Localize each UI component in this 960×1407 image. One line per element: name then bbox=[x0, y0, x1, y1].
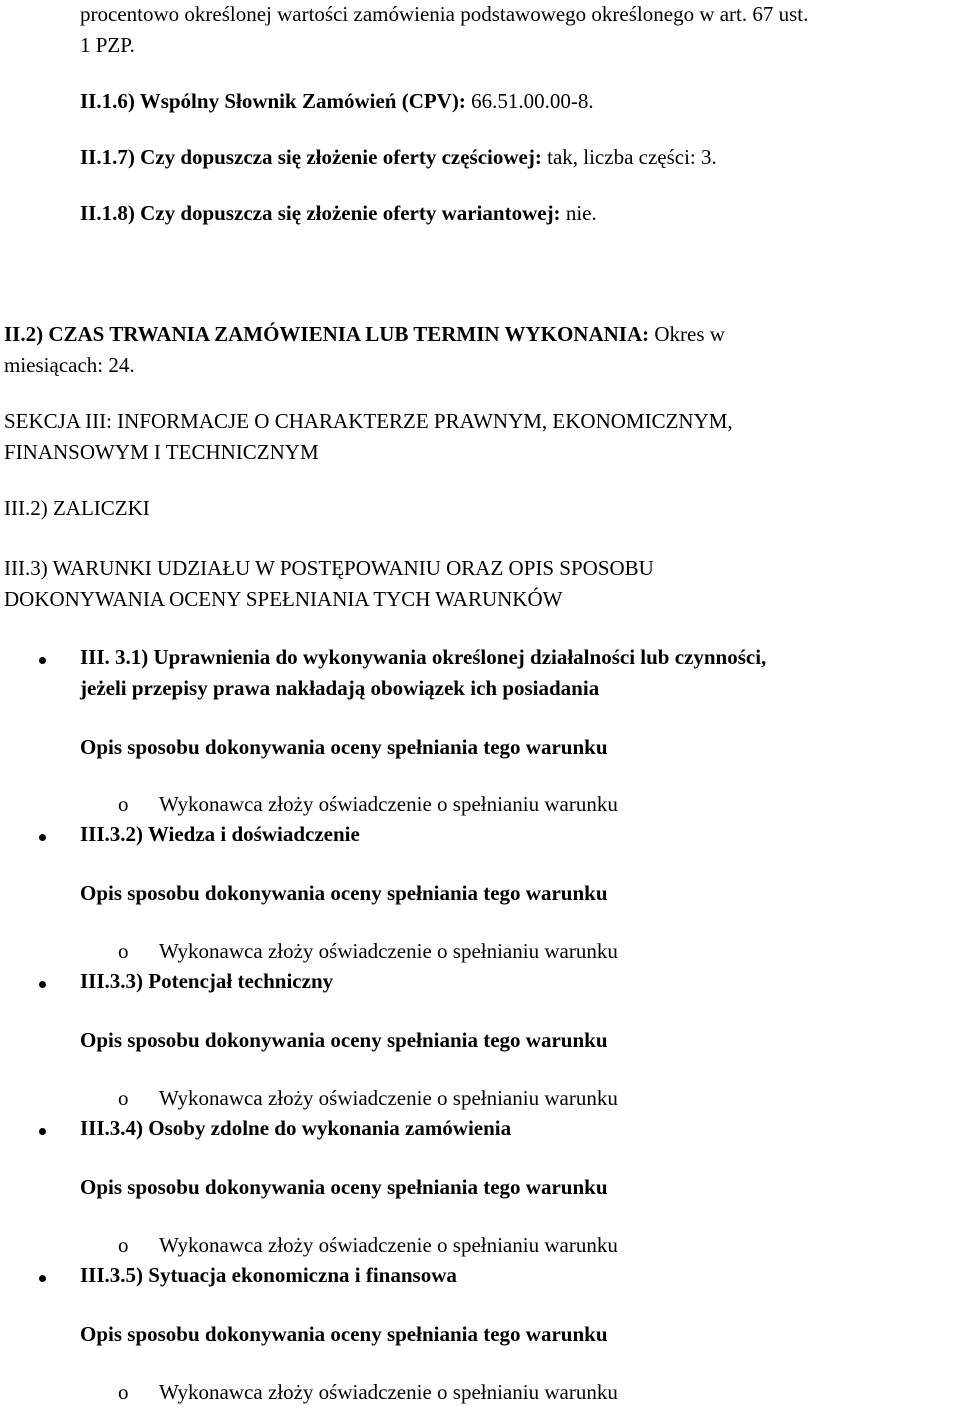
partial-offer-label: II.1.7) Czy dopuszcza się złożenie oferty częściowej: bbox=[80, 145, 542, 169]
requirement-1-desc: Opis sposobu dokonywania oceny spełniania tego warunku bbox=[80, 735, 608, 759]
cpv-item bbox=[80, 91, 594, 112]
bullet-icon bbox=[39, 834, 46, 841]
bullet-icon bbox=[39, 981, 46, 988]
advances-heading: III.2) ZALICZKI bbox=[4, 496, 150, 520]
sub-item-marker: o bbox=[118, 1380, 129, 1404]
requirement-3-desc: Opis sposobu dokonywania oceny spełniania tego warunku bbox=[80, 1028, 608, 1052]
duration-value-line-2: miesiącach: 24. bbox=[4, 353, 135, 377]
requirement-2-subitem: Wykonawca złoży oświadczenie o spełnianiu warunku bbox=[159, 939, 618, 963]
partial-offer-item bbox=[80, 147, 717, 168]
partial-offer-value: tak, liczba części: 3. bbox=[547, 145, 717, 169]
requirement-3-subitem: Wykonawca złoży oświadczenie o spełnianiu warunku bbox=[159, 1086, 618, 1110]
requirement-4-title: III.3.4) Osoby zdolne do wykonania zamówienia bbox=[80, 1116, 512, 1140]
variant-offer-value: nie. bbox=[565, 201, 597, 225]
requirement-4-subitem: Wykonawca złoży oświadczenie o spełnianiu warunku bbox=[159, 1233, 618, 1257]
requirement-5-desc: Opis sposobu dokonywania oceny spełniania tego warunku bbox=[80, 1322, 608, 1346]
intro-line-1: procentowo określonej wartości zamówienia podstawowego określonego w art. 67 ust. bbox=[80, 2, 809, 26]
cpv-value: 66.51.00.00-8. bbox=[471, 89, 594, 113]
duration-value: Okres w bbox=[654, 322, 725, 346]
requirement-1-title-line-1: III. 3.1) Uprawnienia do wykonywania określonej działalności lub czynności, bbox=[80, 645, 767, 669]
duration-label: II.2) CZAS TRWANIA ZAMÓWIENIA LUB TERMIN WYKONANIA: bbox=[4, 322, 650, 346]
requirement-5-subitem: Wykonawca złoży oświadczenie o spełnianiu warunku bbox=[159, 1380, 618, 1404]
bullet-icon bbox=[39, 1275, 46, 1282]
requirement-2-desc: Opis sposobu dokonywania oceny spełniania tego warunku bbox=[80, 881, 608, 905]
section-3-title-line-1: SEKCJA III: INFORMACJE O CHARAKTERZE PRAWNYM, EKONOMICZNYM, bbox=[4, 409, 733, 433]
requirement-2-title: III.3.2) Wiedza i doświadczenie bbox=[80, 822, 360, 846]
sub-item-marker: o bbox=[118, 939, 129, 963]
duration-item bbox=[4, 324, 725, 345]
requirement-3-title: III.3.3) Potencjał techniczny bbox=[80, 969, 334, 993]
cpv-label: II.1.6) Wspólny Słownik Zamówień (CPV): bbox=[80, 89, 466, 113]
conditions-title-line-1: III.3) WARUNKI UDZIAŁU W POSTĘPOWANIU ORAZ OPIS SPOSOBU bbox=[4, 556, 654, 580]
variant-offer-item bbox=[80, 203, 597, 224]
sub-item-marker: o bbox=[118, 1086, 129, 1110]
bullet-icon bbox=[39, 1128, 46, 1135]
intro-line-2: 1 PZP. bbox=[80, 33, 135, 57]
section-3-title-line-2: FINANSOWYM I TECHNICZNYM bbox=[4, 440, 319, 464]
requirement-1-subitem: Wykonawca złoży oświadczenie o spełnianiu warunku bbox=[159, 792, 618, 816]
sub-item-marker: o bbox=[118, 792, 129, 816]
requirement-4-desc: Opis sposobu dokonywania oceny spełniania tego warunku bbox=[80, 1175, 608, 1199]
requirement-1-title-line-2: jeżeli przepisy prawa nakładają obowiązek ich posiadania bbox=[80, 676, 600, 700]
conditions-title-line-2: DOKONYWANIA OCENY SPEŁNIANIA TYCH WARUNKÓW bbox=[4, 587, 563, 611]
sub-item-marker: o bbox=[118, 1233, 129, 1257]
bullet-icon bbox=[39, 657, 46, 664]
variant-offer-label: II.1.8) Czy dopuszcza się złożenie oferty wariantowej: bbox=[80, 201, 561, 225]
requirement-5-title: III.3.5) Sytuacja ekonomiczna i finansowa bbox=[80, 1263, 457, 1287]
